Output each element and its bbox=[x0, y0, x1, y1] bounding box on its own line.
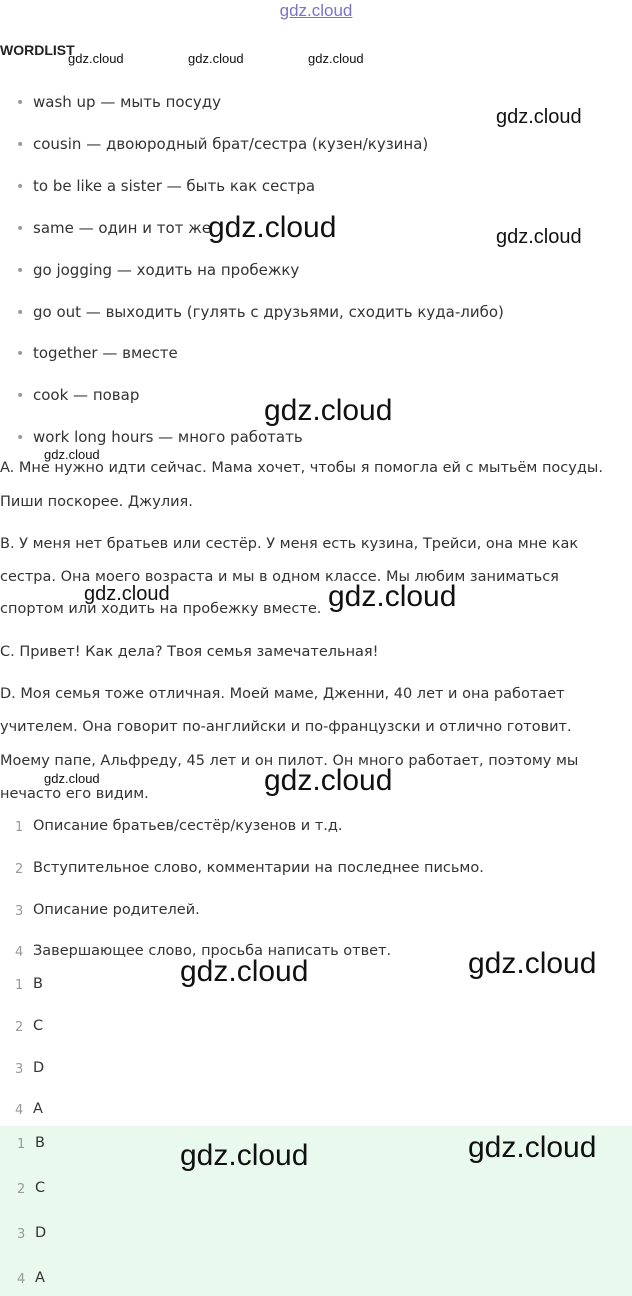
wordlist-item: to be like a sister — быть как сестра bbox=[33, 177, 316, 195]
watermark: gdz.cloud bbox=[84, 583, 170, 605]
bullet-icon: • bbox=[16, 305, 25, 321]
list-number: 2 bbox=[17, 1182, 26, 1197]
watermark: gdz.cloud bbox=[68, 51, 124, 66]
watermark: gdz.cloud bbox=[44, 447, 100, 462]
bullet-icon: • bbox=[16, 95, 25, 111]
paragraph-line: сестра. Она моего возраста и мы в одном классе. Мы любим заниматься bbox=[0, 569, 559, 585]
paragraph-line: B. У меня нет братьев или сестёр. У меня есть кузина, Трейси, она мне как bbox=[0, 536, 579, 552]
watermark: gdz.cloud bbox=[468, 1131, 597, 1164]
list-number: 2 bbox=[15, 1020, 24, 1035]
site-logo[interactable]: gdz.cloud bbox=[279, 1, 353, 20]
bullet-icon: • bbox=[16, 388, 25, 404]
paragraph-line: Пиши поскорее. Джулия. bbox=[0, 494, 193, 510]
bullet-icon: • bbox=[16, 346, 25, 362]
answer-letter: A bbox=[33, 1101, 43, 1117]
wordlist-item: cook — повар bbox=[33, 386, 140, 404]
paragraph-line: учителем. Она говорит по-английски и по-французски и отлично готовит. bbox=[0, 719, 572, 735]
bullet-icon: • bbox=[16, 263, 25, 279]
answer-letter: D bbox=[35, 1225, 47, 1241]
bullet-icon: • bbox=[16, 221, 25, 237]
watermark: gdz.cloud bbox=[264, 394, 393, 427]
list-item: Описание братьев/сестёр/кузенов и т.д. bbox=[33, 818, 343, 834]
list-item: Вступительное слово, комментарии на последнее письмо. bbox=[33, 860, 484, 876]
watermark: gdz.cloud bbox=[496, 226, 582, 248]
answer-letter: C bbox=[35, 1180, 46, 1196]
watermark: gdz.cloud bbox=[44, 771, 100, 786]
watermark: gdz.cloud bbox=[496, 106, 582, 128]
list-number: 1 bbox=[15, 820, 24, 835]
list-number: 1 bbox=[17, 1137, 26, 1152]
watermark: gdz.cloud bbox=[180, 955, 309, 988]
wordlist-item: wash up — мыть посуду bbox=[33, 93, 221, 111]
list-number: 3 bbox=[15, 904, 24, 919]
paragraph-line: A. Мне нужно идти сейчас. Мама хочет, чтобы я помогла ей с мытьём посуды. bbox=[0, 460, 603, 476]
answer-letter: A bbox=[35, 1270, 45, 1286]
list-number: 3 bbox=[17, 1227, 26, 1242]
answer-letter: D bbox=[33, 1060, 45, 1076]
watermark: gdz.cloud bbox=[468, 947, 597, 980]
wordlist-item: same — один и тот же bbox=[33, 219, 211, 237]
list-number: 3 bbox=[15, 1062, 24, 1077]
watermark: gdz.cloud bbox=[180, 1139, 309, 1172]
paragraph-line: C. Привет! Как дела? Твоя семья замечательная! bbox=[0, 644, 379, 660]
watermark: gdz.cloud bbox=[328, 580, 457, 613]
paragraph-line: Моему папе, Альфреду, 45 лет и он пилот. Он много работает, поэтому мы bbox=[0, 753, 579, 769]
wordlist-title: WORDLIST bbox=[0, 42, 75, 58]
list-item: Завершающее слово, просьба написать ответ. bbox=[33, 943, 392, 959]
paragraph-line: нечасто его видим. bbox=[0, 786, 149, 802]
watermark: gdz.cloud bbox=[264, 764, 393, 797]
wordlist-item: work long hours — много работать bbox=[33, 428, 303, 446]
list-number: 1 bbox=[15, 978, 24, 993]
bullet-icon: • bbox=[16, 179, 25, 195]
wordlist-item: go out — выходить (гулять с друзьями, сходить куда-либо) bbox=[33, 303, 504, 321]
paragraph-line: D. Моя семья тоже отличная. Моей маме, Дженни, 40 лет и она работает bbox=[0, 686, 565, 702]
watermark: gdz.cloud bbox=[188, 51, 244, 66]
bullet-icon: • bbox=[16, 430, 25, 446]
wordlist-item: together — вместе bbox=[33, 344, 178, 362]
paragraph-line: спортом или ходить на пробежку вместе. bbox=[0, 601, 322, 617]
answer-letter: C bbox=[33, 1018, 44, 1034]
bullet-icon: • bbox=[16, 137, 25, 153]
answer-letter: B bbox=[33, 976, 43, 992]
watermark: gdz.cloud bbox=[208, 211, 337, 244]
list-number: 4 bbox=[15, 945, 24, 960]
list-number: 4 bbox=[17, 1272, 26, 1287]
list-number: 4 bbox=[15, 1103, 24, 1118]
wordlist-item: cousin — двоюродный брат/сестра (кузен/кузина) bbox=[33, 135, 429, 153]
list-number: 2 bbox=[15, 862, 24, 877]
wordlist-item: go jogging — ходить на пробежку bbox=[33, 261, 300, 279]
list-item: Описание родителей. bbox=[33, 902, 200, 918]
watermark: gdz.cloud bbox=[308, 51, 364, 66]
answer-letter: B bbox=[35, 1135, 45, 1151]
